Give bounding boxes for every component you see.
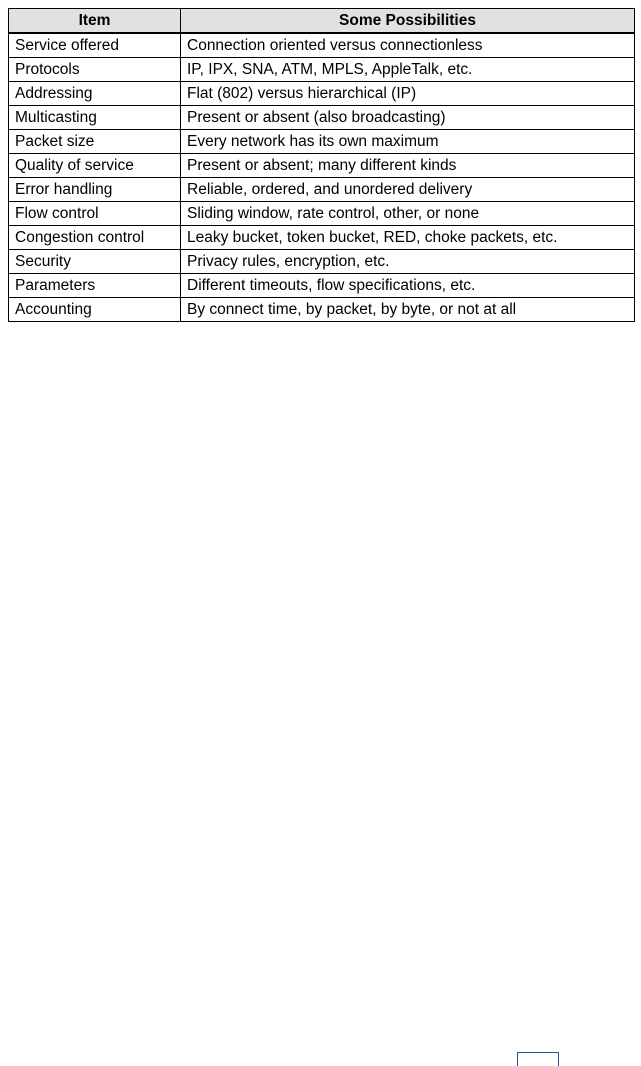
table-row [9, 130, 635, 154]
possibilities-cell: Reliable, ordered, and unordered delivery [181, 178, 635, 202]
table-row [9, 82, 635, 106]
table-row [9, 33, 635, 58]
item-cell: Addressing [9, 82, 181, 106]
possibilities-cell: Leaky bucket, token bucket, RED, choke packets, etc. [181, 226, 635, 250]
header-row [9, 9, 635, 34]
possibilities-cell: By connect time, by packet, by byte, or not at all [181, 298, 635, 322]
item-cell: Multicasting [9, 106, 181, 130]
item-cell: Accounting [9, 298, 181, 322]
item-cell: Error handling [9, 178, 181, 202]
header-possibilities: Some Possibilities [181, 9, 635, 34]
table-row [9, 178, 635, 202]
table-row [9, 58, 635, 82]
possibilities-cell: Connection oriented versus connectionless [181, 33, 635, 58]
table-row [9, 226, 635, 250]
item-cell: Flow control [9, 202, 181, 226]
item-cell: Protocols [9, 58, 181, 82]
table-body [9, 33, 635, 322]
table-row [9, 106, 635, 130]
table-row [9, 298, 635, 322]
possibilities-cell: Sliding window, rate control, other, or none [181, 202, 635, 226]
item-cell: Congestion control [9, 226, 181, 250]
table-row [9, 202, 635, 226]
possibilities-cell: IP, IPX, SNA, ATM, MPLS, AppleTalk, etc. [181, 58, 635, 82]
network-differences-table-container [8, 8, 634, 322]
item-cell: Service offered [9, 33, 181, 58]
network-differences-table [8, 8, 635, 322]
possibilities-cell: Present or absent; many different kinds [181, 154, 635, 178]
table-header [9, 9, 635, 34]
table-row [9, 154, 635, 178]
item-cell: Packet size [9, 130, 181, 154]
table-row [9, 250, 635, 274]
possibilities-cell: Privacy rules, encryption, etc. [181, 250, 635, 274]
table-row [9, 274, 635, 298]
possibilities-cell: Every network has its own maximum [181, 130, 635, 154]
possibilities-cell: Flat (802) versus hierarchical (IP) [181, 82, 635, 106]
possibilities-cell: Present or absent (also broadcasting) [181, 106, 635, 130]
item-cell: Quality of service [9, 154, 181, 178]
header-item: Item [9, 9, 181, 34]
item-cell: Parameters [9, 274, 181, 298]
possibilities-cell: Different timeouts, flow specifications, etc. [181, 274, 635, 298]
item-cell: Security [9, 250, 181, 274]
